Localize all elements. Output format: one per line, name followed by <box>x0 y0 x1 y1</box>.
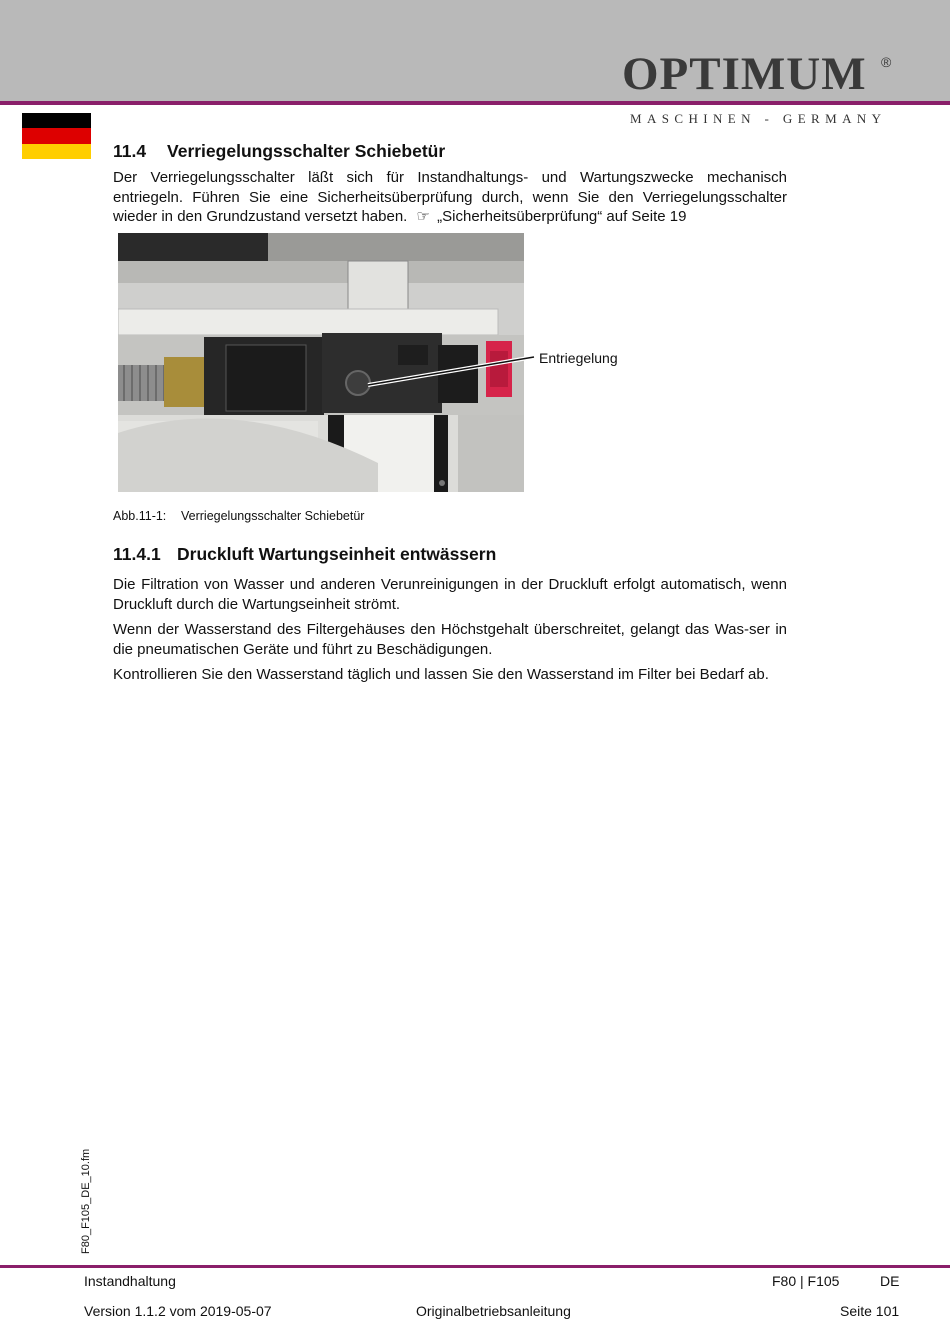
section-number: 11.4 <box>113 141 147 161</box>
section-paragraph-line-3 <box>113 207 787 227</box>
figure-caption-text: Verriegelungsschalter Schiebetür <box>181 509 365 523</box>
footer-language: DE <box>880 1273 900 1289</box>
subsection-paragraph: Wenn der Wasserstand des Filtergehäuses den Höchstgehalt überschreitet, gelangt das Was-ser in die pneumatischen Geräte und führt zu Beschädigungen. <box>113 621 787 658</box>
section-title: Verriegelungsschalter Schiebetür <box>167 141 446 161</box>
footer-model: F80 | F105 <box>772 1273 840 1289</box>
footer-rule <box>0 1265 950 1268</box>
section-paragraph-text: wieder in den Grundzustand versetzt haben. <box>113 208 408 225</box>
subsection-paragraph: Kontrollieren Sie den Wasserstand täglich und lassen Sie den Wasserstand im Filter bei Bedarf ab. <box>113 666 769 683</box>
file-name-label: F80_F105_DE_10.fm <box>80 1148 92 1254</box>
subsection-paragraph: Die Filtration von Wasser und anderen Verunreinigungen in der Druckluft erfolgt automatisch, wenn Druckluft durch die Wartungseinheit strömt. <box>113 576 787 613</box>
header-rule <box>0 101 950 105</box>
figure-caption-number: Abb.11-1: <box>113 509 167 523</box>
brand-logo-subtitle: MASCHINEN - GERMANY <box>630 111 887 126</box>
section-paragraph-line-2: entriegeln. Führen Sie eine Sicherheitsüberprüfung durch, wenn Sie den Verriegelungsschalter <box>113 188 787 206</box>
interlock-switch-photo <box>118 233 524 492</box>
pointing-hand-icon: ☞ <box>416 207 430 225</box>
section-paragraph-line-1: Der Verriegelungsschalter läßt sich für Instandhaltungs- und Wartungszwecke mechanisch <box>113 169 787 186</box>
cross-reference-link[interactable]: „Sicherheitsüberprüfung“ auf Seite 19 <box>437 208 687 225</box>
brand-logo: OPTIMUM <box>622 48 867 100</box>
callout-label: Entriegelung <box>539 350 618 366</box>
footer-page-number: Seite 101 <box>840 1303 900 1319</box>
subsection-heading <box>113 544 496 565</box>
subsection-number: 11.4.1 <box>113 544 161 564</box>
brand-logo-registered-mark: ® <box>881 54 892 70</box>
german-flag-icon <box>22 113 91 159</box>
footer-version: Version 1.1.2 vom 2019-05-07 <box>84 1303 272 1319</box>
subsection-title: Druckluft Wartungseinheit entwässern <box>177 544 497 564</box>
section-heading <box>113 141 445 162</box>
footer-chapter: Instandhaltung <box>84 1273 176 1289</box>
footer-doc-type: Originalbetriebsanleitung <box>416 1303 571 1319</box>
